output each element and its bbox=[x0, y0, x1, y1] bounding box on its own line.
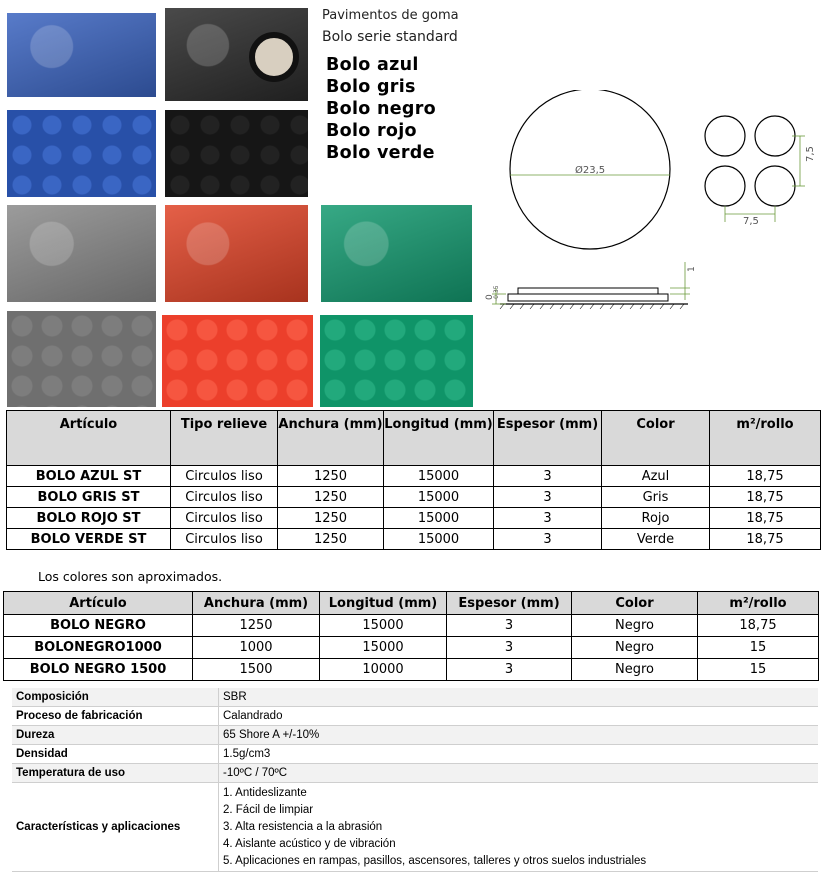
cell-relieve: Circulos liso bbox=[171, 487, 278, 508]
column-header: Anchura (mm) bbox=[193, 592, 320, 615]
height-label: 1 bbox=[687, 266, 697, 272]
spec-key: Características y aplicaciones bbox=[12, 783, 219, 872]
black-products-table bbox=[3, 591, 819, 681]
cell-anchura: 1250 bbox=[278, 529, 384, 550]
column-header: Color bbox=[602, 411, 710, 466]
variant-item: Bolo verde bbox=[326, 143, 435, 163]
red-surface-photo bbox=[162, 315, 313, 407]
cell-relieve: Circulos liso bbox=[171, 508, 278, 529]
cell-longitud: 15000 bbox=[320, 637, 447, 659]
spacing-h-label: 7,5 bbox=[743, 216, 759, 227]
spec-key: Composición bbox=[12, 688, 219, 707]
cell-espesor: 3 bbox=[494, 529, 602, 550]
column-header: Longitud (mm) bbox=[320, 592, 447, 615]
grey-surface-photo bbox=[7, 311, 156, 407]
green-roll-photo bbox=[321, 205, 472, 302]
spacing-v-label: 7,5 bbox=[805, 146, 816, 162]
variant-item: Bolo negro bbox=[326, 99, 436, 119]
column-header: m²/rollo bbox=[710, 411, 821, 466]
thickness-tolerance: -0,35 bbox=[493, 285, 500, 301]
variant-list bbox=[326, 54, 436, 164]
cell-color: Rojo bbox=[602, 508, 710, 529]
cell-articulo: BOLONEGRO1000 bbox=[4, 637, 193, 659]
category-title: Pavimentos de goma bbox=[322, 8, 459, 23]
thickness-label: 0 bbox=[485, 294, 495, 300]
small-circle bbox=[705, 116, 745, 156]
cell-espesor: 3 bbox=[494, 508, 602, 529]
cell-longitud: 15000 bbox=[384, 487, 494, 508]
technical-drawing bbox=[480, 90, 820, 330]
series-title: Bolo serie standard bbox=[322, 29, 458, 45]
blue-surface-photo bbox=[7, 110, 156, 197]
column-header: Tipo relieve bbox=[171, 411, 278, 466]
cell-m2: 18,75 bbox=[710, 487, 821, 508]
spec-row bbox=[12, 783, 818, 872]
feature-item: 2. Fácil de limpiar bbox=[223, 803, 314, 816]
spec-value: 65 Shore A +/-10% bbox=[219, 726, 819, 745]
spec-row bbox=[12, 764, 818, 783]
grey-roll-photo bbox=[7, 205, 156, 302]
cell-articulo: BOLO AZUL ST bbox=[7, 466, 171, 487]
spec-value: Calandrado bbox=[219, 707, 819, 726]
column-header: Artículo bbox=[4, 592, 193, 615]
cell-color: Azul bbox=[602, 466, 710, 487]
red-roll-photo bbox=[165, 205, 308, 302]
cell-m2: 18,75 bbox=[710, 529, 821, 550]
variant-item: Bolo azul bbox=[326, 55, 419, 75]
cell-articulo: BOLO NEGRO bbox=[4, 615, 193, 637]
table-row bbox=[7, 466, 821, 487]
table-row bbox=[4, 637, 819, 659]
column-header: m²/rollo bbox=[698, 592, 819, 615]
blue-roll-photo bbox=[7, 13, 156, 97]
table-header-row bbox=[4, 592, 819, 615]
column-header: Longitud (mm) bbox=[384, 411, 494, 466]
cell-articulo: BOLO NEGRO 1500 bbox=[4, 659, 193, 681]
cell-longitud: 10000 bbox=[320, 659, 447, 681]
cell-longitud: 15000 bbox=[384, 529, 494, 550]
cell-longitud: 15000 bbox=[384, 508, 494, 529]
cell-anchura: 1250 bbox=[278, 487, 384, 508]
specifications-table bbox=[12, 688, 818, 872]
cell-anchura: 1250 bbox=[278, 466, 384, 487]
cell-m2: 18,75 bbox=[710, 508, 821, 529]
table-row bbox=[7, 508, 821, 529]
black-surface-photo bbox=[165, 110, 308, 197]
cell-color: Verde bbox=[602, 529, 710, 550]
spec-key: Densidad bbox=[12, 745, 219, 764]
spec-key: Temperatura de uso bbox=[12, 764, 219, 783]
colored-products-table bbox=[6, 410, 821, 550]
cell-articulo: BOLO ROJO ST bbox=[7, 508, 171, 529]
feature-item: 1. Antideslizante bbox=[223, 786, 307, 799]
column-header: Anchura (mm) bbox=[278, 411, 384, 466]
feature-item: 3. Alta resistencia a la abrasión bbox=[223, 820, 383, 833]
cell-articulo: BOLO GRIS ST bbox=[7, 487, 171, 508]
cell-relieve: Circulos liso bbox=[171, 466, 278, 487]
spec-row bbox=[12, 726, 818, 745]
column-header: Espesor (mm) bbox=[494, 411, 602, 466]
cell-espesor: 3 bbox=[494, 487, 602, 508]
spec-row bbox=[12, 707, 818, 726]
cell-longitud: 15000 bbox=[320, 615, 447, 637]
small-circle bbox=[755, 116, 795, 156]
cell-espesor: 3 bbox=[494, 466, 602, 487]
spec-row bbox=[12, 688, 818, 707]
black-roll-photo bbox=[165, 8, 308, 101]
spec-row bbox=[12, 745, 818, 764]
column-header: Color bbox=[572, 592, 698, 615]
cell-anchura: 1250 bbox=[278, 508, 384, 529]
small-circle bbox=[755, 166, 795, 206]
table-row bbox=[7, 487, 821, 508]
column-header: Artículo bbox=[7, 411, 171, 466]
cell-color: Negro bbox=[572, 659, 698, 681]
cell-anchura: 1000 bbox=[193, 637, 320, 659]
table-row bbox=[4, 659, 819, 681]
variant-item: Bolo gris bbox=[326, 77, 416, 97]
cell-m2: 18,75 bbox=[698, 615, 819, 637]
cell-color: Gris bbox=[602, 487, 710, 508]
spec-value: -10ºC / 70ºC bbox=[219, 764, 819, 783]
feature-item: 4. Aislante acústico y de vibración bbox=[223, 837, 396, 850]
cell-longitud: 15000 bbox=[384, 466, 494, 487]
cell-espesor: 3 bbox=[447, 615, 572, 637]
variant-item: Bolo rojo bbox=[326, 121, 417, 141]
cell-anchura: 1250 bbox=[193, 615, 320, 637]
cell-m2: 18,75 bbox=[710, 466, 821, 487]
cell-m2: 15 bbox=[698, 659, 819, 681]
color-disclaimer: Los colores son aproximados. bbox=[38, 569, 223, 584]
spec-key: Proceso de fabricación bbox=[12, 707, 219, 726]
feature-item: 5. Aplicaciones en rampas, pasillos, ascensores, talleres y otros suelos industriales bbox=[223, 854, 647, 867]
spec-value: 1.5g/cm3 bbox=[219, 745, 819, 764]
cell-m2: 15 bbox=[698, 637, 819, 659]
diameter-label: Ø23,5 bbox=[575, 165, 606, 176]
spec-value: SBR bbox=[219, 688, 819, 707]
spec-features bbox=[219, 783, 819, 872]
table-header-row bbox=[7, 411, 821, 466]
green-surface-photo bbox=[320, 315, 473, 407]
cell-anchura: 1500 bbox=[193, 659, 320, 681]
cell-relieve: Circulos liso bbox=[171, 529, 278, 550]
table-row bbox=[4, 615, 819, 637]
spec-key: Dureza bbox=[12, 726, 219, 745]
cell-espesor: 3 bbox=[447, 637, 572, 659]
column-header: Espesor (mm) bbox=[447, 592, 572, 615]
cell-espesor: 3 bbox=[447, 659, 572, 681]
table-row bbox=[7, 529, 821, 550]
cell-color: Negro bbox=[572, 637, 698, 659]
cell-articulo: BOLO VERDE ST bbox=[7, 529, 171, 550]
cell-color: Negro bbox=[572, 615, 698, 637]
small-circle bbox=[705, 166, 745, 206]
